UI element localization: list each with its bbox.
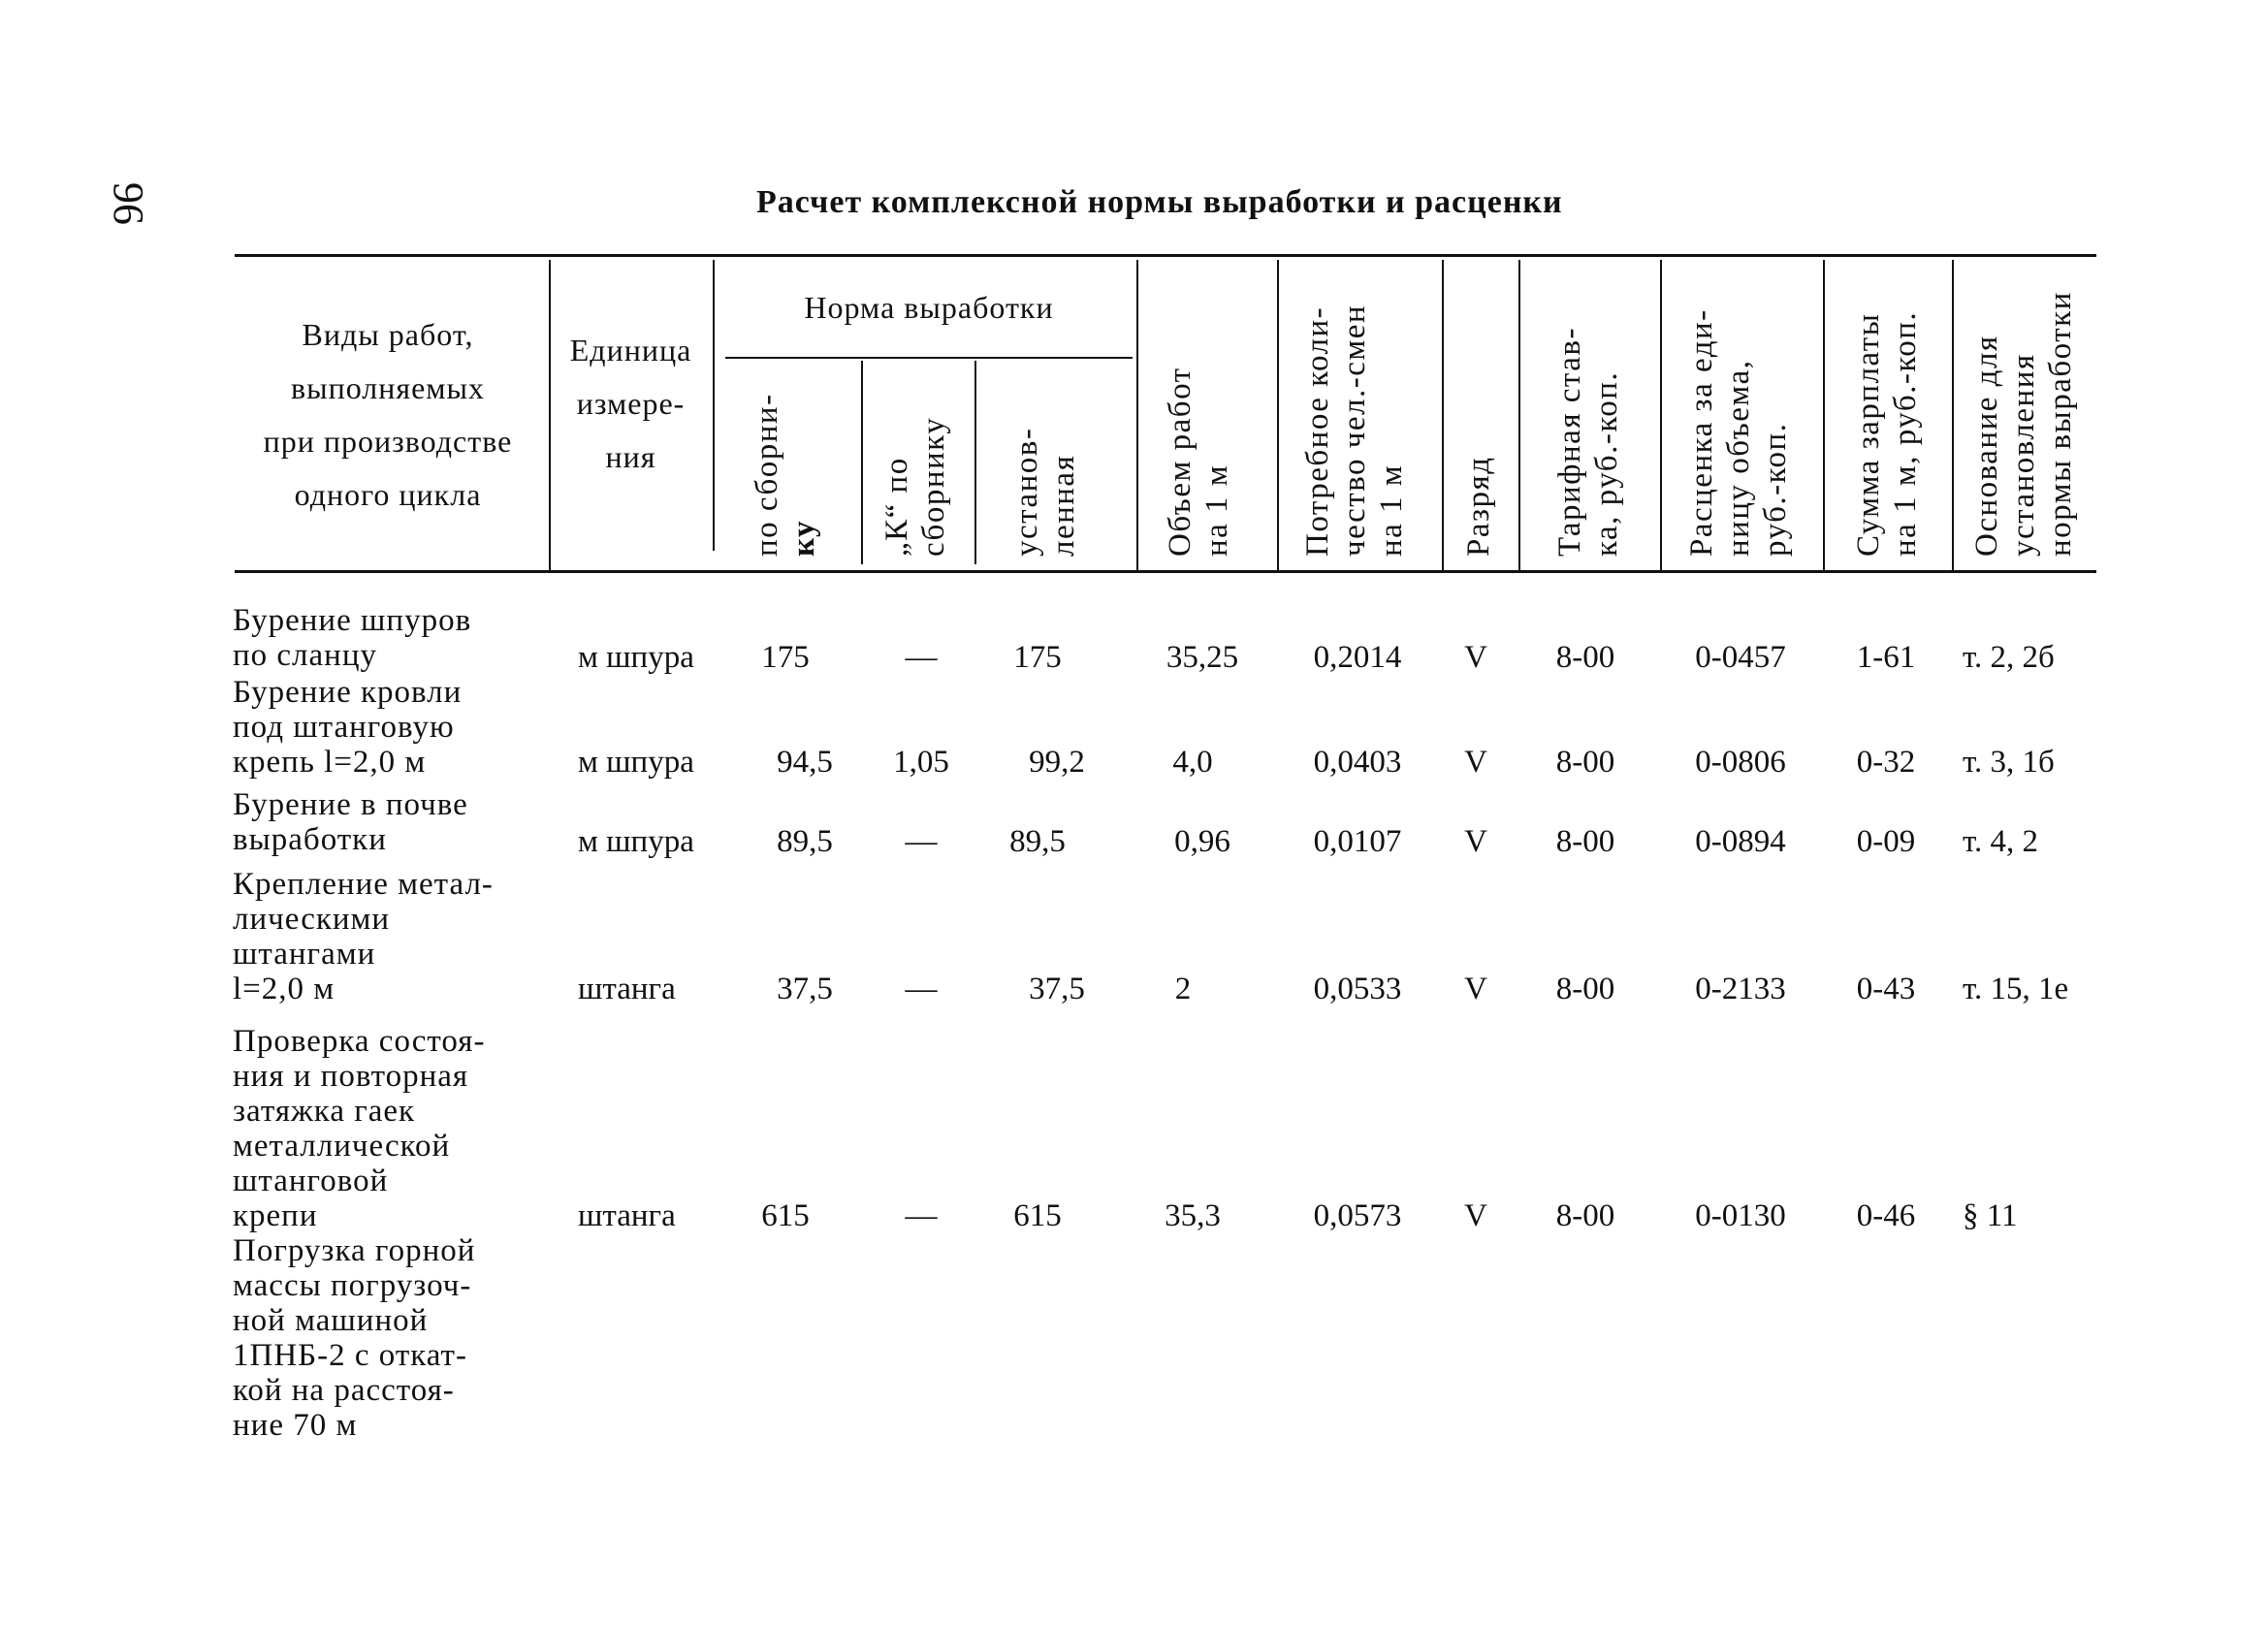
cell-labor: 0,0533	[1313, 972, 1402, 1006]
header-work-line: выполняемых	[290, 370, 486, 405]
cell-tariff: 8-00	[1555, 1198, 1615, 1233]
cell-unit: штанга	[578, 1198, 676, 1233]
cell-basis: т. 2, 2б	[1963, 640, 2055, 675]
header-line: руб.-коп.	[1758, 422, 1793, 557]
header-line: нормы выработки	[2043, 291, 2078, 557]
cell-labor: 0,0573	[1313, 1198, 1402, 1233]
table-row-work	[233, 603, 471, 673]
header-norm-by-collection	[749, 393, 822, 557]
cell-norm-set: 615	[1013, 1198, 1062, 1233]
header-line: на 1 м, руб.-коп.	[1888, 310, 1923, 557]
work-line: крепь l=2,0 м	[233, 745, 427, 780]
header-work	[233, 308, 543, 522]
work-line: затяжка гаек	[233, 1094, 416, 1129]
page-number: 96	[105, 182, 152, 225]
work-line: Погрузка горной	[233, 1233, 476, 1268]
cell-grade: V	[1464, 1198, 1487, 1233]
page-title: Расчет комплексной нормы выработки и расценки	[756, 184, 1563, 220]
cell-k: 1,05	[893, 745, 949, 780]
cell-k: —	[905, 824, 938, 859]
header-line: ка, руб.-коп.	[1589, 370, 1624, 557]
header-basis	[1968, 291, 2079, 557]
cell-basis: т. 3, 1б	[1963, 745, 2055, 780]
header-line: Расценка за еди-	[1684, 308, 1719, 557]
header-unit	[551, 324, 711, 484]
cell-norm-by: 89,5	[777, 824, 833, 859]
cell-labor: 0,0107	[1313, 824, 1402, 859]
header-labor	[1299, 304, 1410, 557]
header-line: Потребное коли-	[1300, 305, 1335, 557]
cell-grade: V	[1464, 745, 1487, 780]
header-work-line: одного цикла	[294, 477, 482, 512]
table-top-rule	[235, 254, 2096, 257]
cell-salary: 1-61	[1856, 640, 1916, 675]
cell-k: —	[905, 972, 938, 1006]
header-line: Разряд	[1461, 456, 1496, 557]
cell-tariff: 8-00	[1555, 745, 1615, 780]
work-line: штанговой	[233, 1164, 389, 1198]
cell-volume: 35,25	[1166, 640, 1239, 675]
cell-volume: 4,0	[1172, 745, 1213, 780]
col-divider	[861, 361, 863, 564]
cell-grade: V	[1464, 824, 1487, 859]
work-line: 1ПНБ-2 с откат-	[233, 1338, 467, 1373]
cell-volume: 0,96	[1174, 824, 1230, 859]
norm-group-rule	[725, 357, 1133, 359]
work-line: массы погрузоч-	[233, 1268, 472, 1303]
header-line: установления	[2006, 353, 2041, 557]
cell-rate: 0-0806	[1695, 745, 1786, 780]
cell-norm-by: 94,5	[777, 745, 833, 780]
work-line: металлической	[233, 1129, 451, 1164]
header-work-line: при производстве	[263, 424, 513, 459]
cell-norm-by: 175	[761, 640, 810, 675]
table-row-work	[233, 1233, 475, 1443]
cell-unit: м шпура	[578, 640, 694, 675]
col-divider	[1660, 260, 1662, 570]
work-line: штангами	[233, 937, 376, 972]
work-line: Крепление метал-	[233, 867, 494, 902]
cell-norm-set: 175	[1013, 640, 1062, 675]
header-line: Сумма зарплаты	[1851, 312, 1886, 557]
header-bottom-rule	[235, 570, 2096, 573]
table-row-work	[233, 1024, 485, 1233]
cell-grade: V	[1464, 972, 1487, 1006]
cell-norm-by: 615	[761, 1198, 810, 1233]
work-line: ной машиной	[233, 1303, 429, 1338]
cell-unit: м шпура	[578, 745, 694, 780]
header-line: установ-	[1009, 427, 1044, 557]
header-line: ленная	[1046, 454, 1081, 557]
header-line: чество чел.-смен	[1337, 303, 1372, 557]
header-tariff	[1551, 327, 1625, 557]
header-unit-line: ния	[605, 439, 656, 474]
header-rate	[1683, 308, 1794, 557]
header-line: Тарифная став-	[1552, 327, 1587, 557]
cell-unit: штанга	[578, 972, 676, 1006]
cell-salary: 0-32	[1856, 745, 1916, 780]
col-divider	[1136, 260, 1138, 570]
header-line: на 1 м	[1374, 463, 1409, 557]
cell-norm-by: 37,5	[777, 972, 833, 1006]
col-divider	[713, 260, 715, 551]
cell-labor: 0,0403	[1313, 745, 1402, 780]
cell-salary: 0-43	[1856, 972, 1916, 1006]
cell-norm-set: 99,2	[1029, 745, 1085, 780]
work-line: Бурение шпуров	[233, 603, 472, 638]
col-divider	[1952, 260, 1954, 570]
cell-tariff: 8-00	[1555, 824, 1615, 859]
header-line: на 1 м	[1199, 463, 1234, 557]
header-volume	[1162, 367, 1235, 557]
work-line: Проверка состоя-	[233, 1024, 486, 1059]
cell-rate: 0-2133	[1695, 972, 1786, 1006]
cell-tariff: 8-00	[1555, 972, 1615, 1006]
cell-volume: 35,3	[1165, 1198, 1221, 1233]
col-divider	[974, 361, 976, 564]
header-work-line: Виды работ,	[302, 317, 474, 352]
table-row-work	[233, 675, 462, 780]
work-line: ния и повторная	[233, 1059, 469, 1094]
cell-norm-set: 37,5	[1029, 972, 1085, 1006]
work-line: Бурение в почве	[233, 787, 468, 822]
work-line: лическими	[233, 902, 391, 937]
col-divider	[1518, 260, 1520, 570]
header-line: ку	[786, 519, 821, 557]
cell-unit: м шпура	[578, 824, 694, 859]
cell-salary: 0-46	[1856, 1198, 1916, 1233]
cell-k: —	[905, 1198, 938, 1233]
cell-salary: 0-09	[1856, 824, 1916, 859]
work-line: кой на расстоя-	[233, 1373, 455, 1408]
cell-basis: § 11	[1963, 1198, 2018, 1233]
header-salary	[1850, 311, 1924, 557]
col-divider	[1442, 260, 1444, 570]
cell-tariff: 8-00	[1555, 640, 1615, 675]
work-line: l=2,0 м	[233, 972, 335, 1006]
cell-basis: т. 4, 2	[1963, 824, 2038, 859]
table-row-work	[233, 787, 468, 857]
work-line: ние 70 м	[233, 1408, 358, 1443]
header-unit-line: измере-	[576, 386, 686, 421]
cell-rate: 0-0130	[1695, 1198, 1786, 1233]
cell-rate: 0-0894	[1695, 824, 1786, 859]
header-line: сборнику	[916, 416, 951, 557]
col-divider	[1277, 260, 1279, 570]
cell-rate: 0-0457	[1695, 640, 1786, 675]
header-norm-group: Норма выработки	[804, 290, 1054, 325]
header-line: Основание для	[1969, 335, 2004, 557]
cell-norm-set: 89,5	[1009, 824, 1066, 859]
header-line: по сборни-	[750, 393, 784, 557]
header-unit-line: Единица	[569, 333, 692, 367]
cell-grade: V	[1464, 640, 1487, 675]
work-line: выработки	[233, 822, 387, 857]
col-divider	[1823, 260, 1825, 570]
header-line: ницу объема,	[1721, 359, 1756, 557]
work-line: крепи	[233, 1198, 318, 1233]
cell-labor: 0,2014	[1313, 640, 1402, 675]
header-line: Объем работ	[1163, 367, 1198, 557]
cell-k: —	[905, 640, 938, 675]
cell-volume: 2	[1174, 972, 1192, 1006]
header-grade	[1460, 456, 1497, 557]
work-line: Бурение кровли	[233, 675, 463, 710]
table-row-work	[233, 867, 494, 1006]
header-k-collection	[878, 417, 952, 557]
header-established	[1008, 428, 1082, 557]
header-line: „К“ по	[879, 457, 914, 557]
work-line: под штанговую	[233, 710, 455, 745]
cell-basis: т. 15, 1е	[1963, 972, 2069, 1006]
work-line: по сланцу	[233, 638, 377, 673]
